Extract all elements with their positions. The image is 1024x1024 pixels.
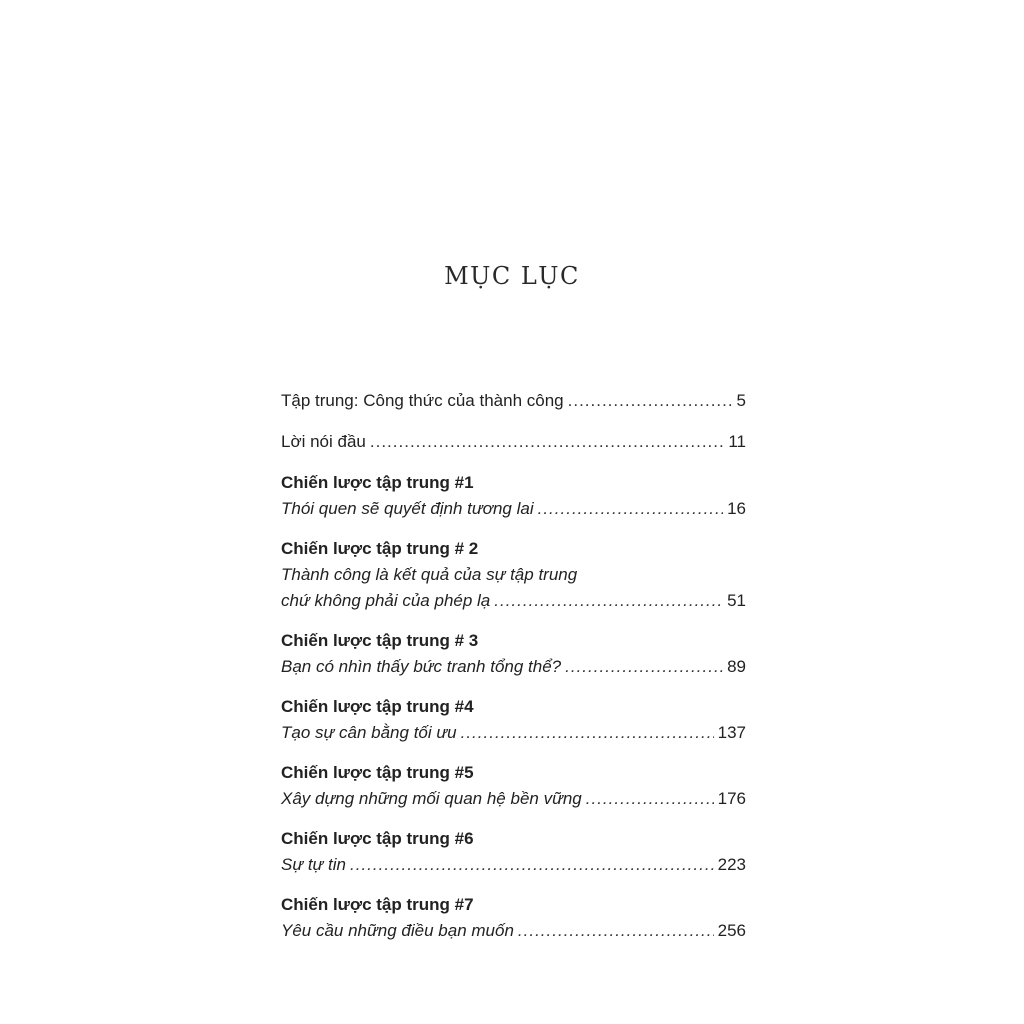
toc-entry-title: Thành công là kết quả của sự tập trung: [281, 565, 578, 584]
dot-leader: [568, 388, 733, 414]
toc-line: [281, 588, 746, 614]
page-number: 5: [736, 391, 746, 410]
toc-entry-title: Xây dựng những mối quan hệ bền vững: [281, 789, 582, 808]
page-number: 223: [717, 855, 746, 874]
toc-line: [281, 918, 746, 944]
dot-leader: [350, 852, 714, 878]
toc-line: [281, 852, 746, 878]
toc-heading: Chiến lược tập trung #1: [281, 473, 474, 492]
toc-entry-strategy-2: [281, 536, 746, 614]
toc-entry-title: Lời nói đầu: [281, 432, 366, 451]
page-number: 51: [727, 591, 746, 610]
toc-entry-strategy-6: [281, 826, 746, 878]
toc-entry-strategy-7: [281, 892, 746, 944]
toc-line: [281, 496, 746, 522]
page-number: 137: [717, 723, 746, 742]
toc-line: [281, 388, 746, 414]
toc-heading: Chiến lược tập trung #4: [281, 697, 474, 716]
toc-heading: Chiến lược tập trung #7: [281, 895, 474, 914]
page-number: 89: [727, 657, 746, 676]
toc-line: [281, 786, 746, 812]
toc-entry-title: chứ không phải của phép lạ: [281, 591, 491, 610]
dot-leader: [586, 786, 714, 812]
dot-leader: [538, 496, 723, 522]
toc-entry-strategy-5: [281, 760, 746, 812]
toc-entry-title: Yêu cầu những điều bạn muốn: [281, 921, 514, 940]
page-number: 176: [717, 789, 746, 808]
toc-heading: Chiến lược tập trung # 2: [281, 539, 479, 558]
toc-entry-strategy-3: [281, 628, 746, 680]
page-number: 256: [717, 921, 746, 940]
toc-entry-strategy-4: [281, 694, 746, 746]
toc-line: [281, 720, 746, 746]
table-of-contents: [281, 388, 746, 944]
toc-heading: Chiến lược tập trung #6: [281, 829, 474, 848]
toc-line: [281, 429, 746, 455]
toc-entry-title: Tạo sự cân bằng tối ưu: [281, 723, 457, 742]
toc-heading: Chiến lược tập trung # 3: [281, 631, 479, 650]
toc-entry-intro: [281, 388, 746, 414]
page-number: 16: [727, 499, 746, 518]
toc-line: [281, 654, 746, 680]
page-title: MỤC LỤC: [444, 262, 580, 290]
page-number: 11: [728, 432, 746, 451]
toc-entry-preface: [281, 429, 746, 455]
toc-entry-title: Thói quen sẽ quyết định tương lai: [281, 499, 534, 518]
dot-leader: [370, 429, 724, 455]
toc-entry-title: Tập trung: Công thức của thành công: [281, 391, 564, 410]
toc-entry-title: Sự tự tin: [281, 855, 347, 874]
toc-entry-title: Bạn có nhìn thấy bức tranh tổng thể?: [281, 657, 562, 676]
dot-leader: [565, 654, 723, 680]
dot-leader: [494, 588, 723, 614]
toc-line: [281, 562, 746, 588]
toc-entry-strategy-1: [281, 470, 746, 522]
toc-heading: Chiến lược tập trung #5: [281, 763, 474, 782]
dot-leader: [461, 720, 714, 746]
dot-leader: [518, 918, 714, 944]
